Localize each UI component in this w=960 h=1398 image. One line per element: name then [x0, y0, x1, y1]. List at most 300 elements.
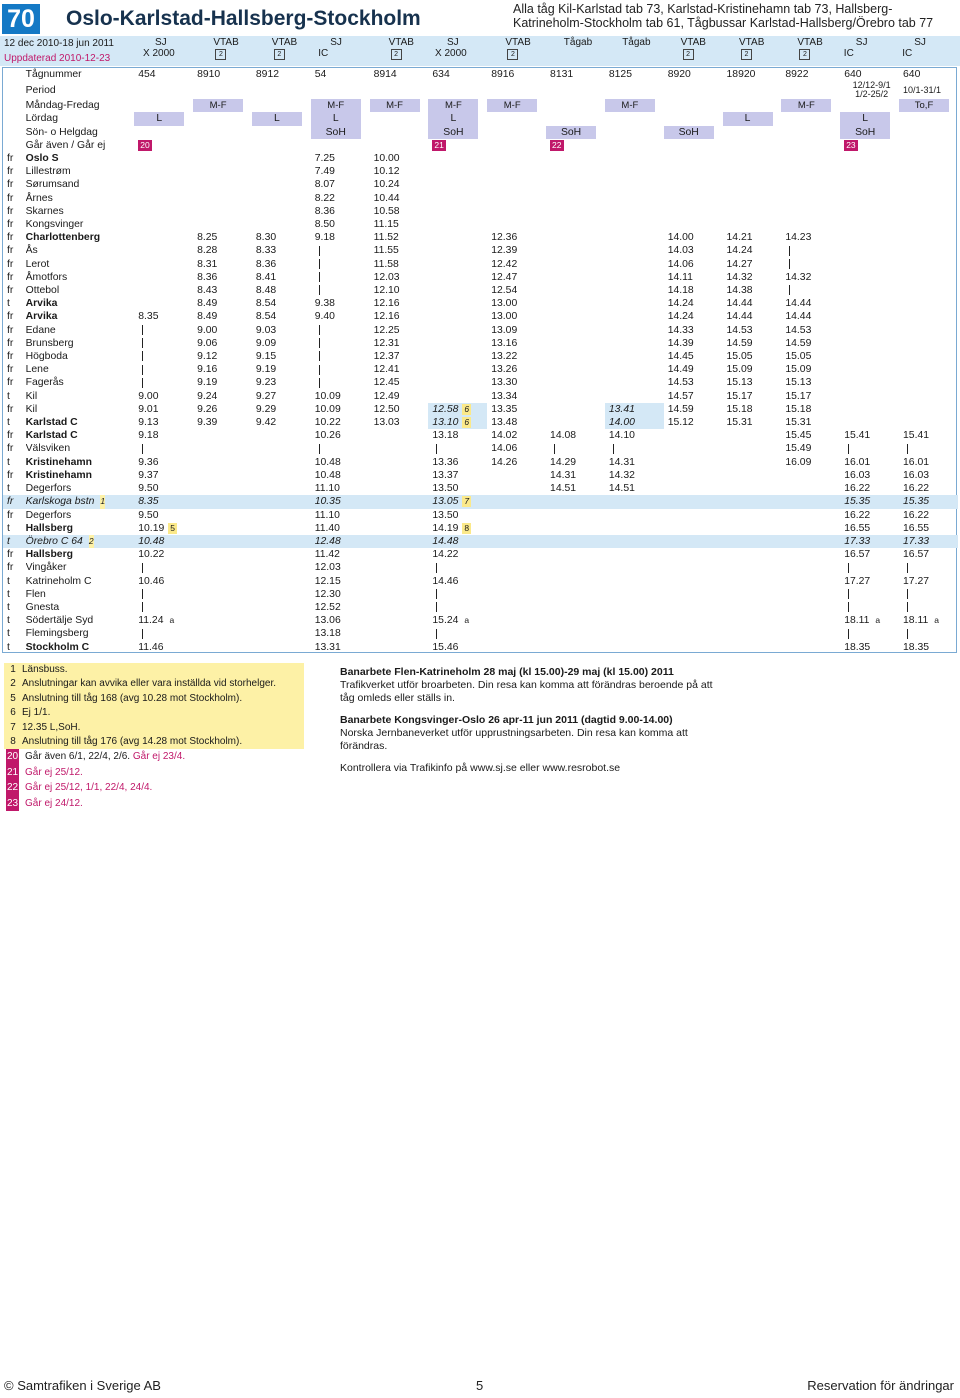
time-cell [428, 376, 487, 389]
header-cell [664, 112, 723, 125]
time-cell: 14.02 [491, 430, 518, 442]
time-cell: 14.23 [785, 232, 812, 244]
footnote [4, 706, 304, 720]
notice-kong-text: Norska Jernbaneverket utför upprustningsarbeten. Din resa kan komma att förändras. [340, 727, 688, 752]
time-cell [252, 522, 311, 535]
station-name: Hallsberg [25, 522, 73, 534]
time-cell: 15.17 [785, 390, 812, 402]
time-cell: 14.45 [667, 351, 694, 363]
time-cell: 14.11 [667, 271, 693, 283]
time-cell [252, 535, 311, 548]
time-cell [723, 614, 782, 627]
table-number: 70 [2, 4, 40, 34]
time-cell [723, 588, 782, 601]
header-cell [370, 99, 429, 112]
time-cell: 9.42 [255, 417, 277, 429]
weekday-tag: To,F [899, 99, 949, 112]
station-row [3, 376, 958, 389]
time-cell: 9.26 [197, 403, 218, 415]
time-cell [840, 324, 899, 337]
header-cell [605, 126, 664, 139]
time-cell: 10.09 [314, 390, 341, 402]
time-cell [311, 258, 370, 271]
pass-through [319, 259, 320, 269]
time-cell [134, 561, 193, 574]
time-cell: 11.52 [373, 232, 399, 244]
weekday-tag: M-F [781, 99, 831, 112]
time-cell: 13.05 7 [428, 495, 487, 508]
time-cell: 13.22 [491, 351, 518, 363]
time-cell [370, 627, 429, 640]
time-cell [546, 297, 605, 310]
station-name: Ottebol [25, 285, 60, 297]
station-row [3, 231, 958, 244]
time-cell: 7.25 [314, 153, 335, 165]
header-cell [781, 139, 840, 152]
time-cell [899, 376, 958, 389]
header-cell: 8131 [550, 69, 574, 80]
time-cell [134, 442, 193, 455]
time-cell: 10.19 5 [138, 522, 175, 534]
time-cell: 15.35 [899, 495, 958, 508]
time-cell: 11.42 [314, 549, 340, 561]
station-code: fr [7, 509, 14, 521]
time-cell: 11.10 [314, 509, 340, 521]
time-cell: 14.51 [608, 483, 635, 495]
time-cell: 9.01 [138, 403, 159, 415]
time-cell: 14.03 [667, 245, 694, 257]
header-cell [781, 126, 840, 139]
time-cell: 14.48 [428, 535, 487, 548]
time-cell [899, 284, 958, 297]
time-cell [899, 271, 958, 284]
header-row [3, 126, 958, 139]
time-cell: 16.22 [903, 483, 930, 495]
time-cell [428, 310, 487, 323]
time-cell [664, 205, 723, 218]
footnote-number: 1 [10, 664, 16, 675]
time-cell [193, 165, 252, 178]
time-cell: 15.09 [726, 364, 753, 376]
station-code: fr [7, 443, 14, 455]
time-cell [546, 324, 605, 337]
time-cell: 8.35 [134, 495, 193, 508]
date-note-text: Går ej 25/12, 1/1, 22/4, 24/4. [25, 782, 153, 794]
time-cell: 12.16 [373, 311, 400, 323]
time-cell: 15.31 [726, 417, 753, 429]
time-cell [840, 442, 899, 455]
time-cell: 14.44 [785, 311, 812, 323]
time-cell [193, 588, 252, 601]
time-cell [840, 310, 899, 323]
time-cell [899, 178, 958, 191]
station-row [3, 271, 958, 284]
row-code [3, 126, 26, 139]
time-cell [428, 218, 487, 231]
time-cell: 16.03 [903, 469, 930, 481]
station-name: Kil [25, 390, 38, 402]
station-name: Karlstad C [25, 430, 78, 442]
time-cell [370, 456, 429, 469]
station-code: t [7, 601, 10, 613]
time-cell: 15.17 [726, 390, 753, 402]
time-cell: 9.00 [138, 390, 159, 402]
time-cell [134, 231, 193, 244]
row-label: Period [25, 84, 56, 96]
time-cell [605, 231, 664, 244]
time-cell [723, 178, 782, 191]
station-code: t [3, 535, 26, 548]
station-name: Arvika [25, 298, 58, 310]
time-cell: 16.01 [903, 456, 930, 468]
period-cell [134, 81, 193, 99]
header-cell: 8922 [785, 69, 809, 80]
time-cell: 10.58 [373, 205, 400, 217]
period-cell [428, 81, 487, 99]
pass-through [848, 629, 849, 639]
time-cell [546, 165, 605, 178]
pass-through [319, 365, 320, 375]
time-cell [370, 482, 429, 495]
header-cell [487, 99, 546, 112]
time-cell [428, 205, 487, 218]
time-cell: 8.50 [314, 219, 335, 231]
time-cell [899, 165, 958, 178]
header-cell [840, 99, 899, 112]
station-name: Katrineholm C [25, 575, 92, 587]
operator-label: VTAB [505, 37, 531, 48]
time-cell [311, 244, 370, 257]
time-cell [193, 522, 252, 535]
time-cell: 15.05 [726, 351, 753, 363]
header-cell [840, 126, 899, 139]
station-code: fr [7, 153, 14, 165]
time-cell [252, 429, 311, 442]
header-cell [311, 99, 370, 112]
time-cell [605, 337, 664, 350]
time-cell [546, 601, 605, 614]
station-row [3, 258, 958, 271]
time-cell [605, 561, 664, 574]
time-cell [840, 403, 899, 416]
header-cell [370, 126, 429, 139]
time-cell [134, 258, 193, 271]
row-label: Tågnummer [25, 69, 82, 80]
time-cell [723, 601, 782, 614]
time-cell [428, 601, 487, 614]
operator-label: Tågab [622, 37, 651, 48]
header-cell [134, 99, 193, 112]
time-cell: 9.19 [255, 364, 277, 376]
time-cell: 11.40 [314, 522, 340, 534]
period-cell [546, 81, 605, 99]
station-name: Ås [25, 245, 38, 257]
time-cell [546, 244, 605, 257]
time-cell: 18.35 [903, 641, 930, 653]
time-cell [252, 192, 311, 205]
time-cell: 16.57 [844, 549, 871, 561]
row-code [3, 112, 26, 125]
footnote-ref: a [875, 615, 881, 626]
time-cell: 8.28 [197, 245, 218, 257]
time-cell [605, 548, 664, 561]
time-cell [605, 258, 664, 271]
time-cell: 9.09 [255, 337, 277, 349]
time-cell [605, 363, 664, 376]
time-cell: 8.43 [197, 285, 218, 297]
header-cell [664, 99, 723, 112]
station-code: fr [7, 351, 14, 363]
station-name: Flen [25, 588, 46, 600]
header-cell [546, 126, 605, 139]
time-cell: 18.11 a [903, 615, 939, 627]
time-cell [781, 495, 840, 508]
header-cell: 640 [844, 69, 862, 80]
time-cell [664, 561, 723, 574]
time-cell [487, 561, 546, 574]
sunday-tag: SoH [664, 126, 714, 139]
time-cell [311, 350, 370, 363]
time-cell [252, 178, 311, 191]
time-cell [546, 310, 605, 323]
station-name: Lerot [25, 258, 50, 270]
time-cell [252, 218, 311, 231]
time-cell [134, 324, 193, 337]
header-cell [428, 139, 487, 152]
time-cell: 15.46 [432, 641, 459, 653]
time-cell: 14.38 [726, 285, 753, 297]
station-name: Åmotfors [25, 271, 68, 283]
weekday-tag: M-F [370, 99, 420, 112]
header-cell [252, 99, 311, 112]
time-cell [781, 627, 840, 640]
time-cell [134, 588, 193, 601]
time-cell: 13.00 [491, 298, 518, 310]
time-cell [781, 244, 840, 257]
time-cell [193, 575, 252, 588]
time-cell: 10.26 [314, 430, 341, 442]
header-cell [899, 99, 958, 112]
time-cell: 11.10 [314, 483, 340, 495]
time-cell: 12.36 [491, 232, 518, 244]
time-cell [840, 258, 899, 271]
header-cell: 8920 [667, 69, 691, 80]
pass-through [319, 378, 320, 388]
station-row [3, 495, 958, 508]
time-cell: 12.15 [314, 575, 341, 587]
time-cell [664, 442, 723, 455]
sunday-tag: SoH [840, 126, 890, 139]
pass-through [789, 246, 790, 256]
footnote-ref: 2 [89, 535, 94, 548]
time-cell [546, 192, 605, 205]
time-cell [840, 297, 899, 310]
station-code: fr [7, 166, 14, 178]
time-cell [428, 178, 487, 191]
footnote-number: 2 [10, 678, 16, 690]
footnote-ref: a [169, 615, 175, 626]
saturday-tag: L [252, 112, 302, 125]
time-cell [605, 178, 664, 191]
train-type: 2 [741, 48, 752, 60]
station-code: fr [7, 324, 14, 336]
time-cell: 9.03 [255, 324, 277, 336]
time-cell: 14.27 [726, 258, 753, 270]
time-cell [546, 548, 605, 561]
time-cell [370, 588, 429, 601]
period-cell [664, 81, 723, 99]
date-note-tag: 21 [434, 139, 444, 150]
time-cell [840, 271, 899, 284]
weekday-tag: M-F [487, 99, 537, 112]
station-row [3, 429, 958, 442]
pass-through [789, 285, 790, 295]
time-cell [899, 588, 958, 601]
time-cell: 8.41 [255, 271, 277, 283]
timetable [3, 68, 958, 654]
footnote-ref: a [464, 615, 470, 626]
time-cell: 16.22 [844, 483, 871, 495]
time-cell: 16.09 [785, 456, 812, 468]
time-cell: 14.33 [667, 324, 694, 336]
footnote-ref: 5 [170, 522, 175, 533]
pass-through [142, 589, 143, 599]
operator-label: VTAB [680, 37, 706, 48]
pass-through [907, 444, 908, 454]
station-name: Kil [25, 403, 38, 415]
time-cell: 9.24 [197, 390, 218, 402]
header-cell [605, 99, 664, 112]
time-cell [781, 601, 840, 614]
time-cell: 14.31 [550, 469, 577, 481]
station-row [3, 218, 958, 231]
time-cell: 9.27 [255, 390, 277, 402]
station-name: Karlskoga bstn 1 [26, 495, 135, 508]
period-cell [723, 81, 782, 99]
time-cell: 12.50 [373, 403, 400, 415]
time-cell: 11.58 [373, 258, 399, 270]
time-cell: 15.31 [785, 417, 812, 429]
period-row [3, 81, 958, 99]
station-name: Degerfors [25, 483, 72, 495]
time-cell: 13.31 [314, 641, 341, 653]
time-cell: 16.01 [844, 456, 871, 468]
pass-through [142, 325, 143, 335]
time-cell: 8.35 [138, 311, 159, 323]
time-cell [605, 192, 664, 205]
pass-through [848, 602, 849, 612]
time-cell [781, 614, 840, 627]
footnote-ref: 7 [464, 496, 470, 507]
time-cell: 9.38 [314, 298, 335, 310]
header-cell [370, 139, 429, 152]
date-note-text: Går ej 24/12. [25, 797, 83, 809]
time-cell: 12.54 [491, 285, 518, 297]
time-cell [311, 271, 370, 284]
time-cell [781, 548, 840, 561]
time-cell [311, 337, 370, 350]
time-cell [664, 522, 723, 535]
time-cell [370, 535, 429, 548]
time-cell [546, 363, 605, 376]
pass-through [848, 563, 849, 573]
time-cell [840, 284, 899, 297]
header-row [3, 139, 958, 152]
time-cell: 10.00 [373, 153, 400, 165]
operator-label: SJ [155, 37, 167, 48]
saturday-tag: L [311, 112, 361, 125]
time-cell: 15.05 [785, 351, 812, 363]
operator-label: VTAB [797, 37, 823, 48]
station-code: fr [7, 430, 14, 442]
station-name: Högboda [25, 351, 68, 363]
time-cell: 14.31 [608, 456, 635, 468]
time-cell: 14.57 [667, 390, 694, 402]
time-cell [781, 218, 840, 231]
station-code: fr [7, 285, 14, 297]
time-cell [723, 456, 782, 469]
period-cell [193, 81, 252, 99]
time-cell: 9.37 [138, 469, 159, 481]
time-cell [546, 575, 605, 588]
time-cell [664, 152, 723, 165]
time-cell [899, 297, 958, 310]
time-cell: 14.32 [726, 271, 753, 283]
time-cell: 12.41 [373, 364, 400, 376]
time-cell: 15.18 [785, 403, 812, 415]
time-cell [252, 575, 311, 588]
header-cell [134, 139, 193, 152]
time-cell [428, 244, 487, 257]
time-cell: 14.24 [726, 245, 753, 257]
time-cell [134, 152, 193, 165]
time-cell [428, 363, 487, 376]
time-cell: 12.52 [314, 601, 341, 613]
station-name: Karlstad C [25, 417, 78, 429]
header-cell [428, 126, 487, 139]
time-cell [370, 561, 429, 574]
time-cell [605, 641, 664, 654]
train-type: IC [902, 48, 913, 59]
time-cell [546, 641, 605, 654]
time-cell: 10.44 [373, 192, 400, 204]
footnotes [4, 663, 304, 811]
time-cell: 12.03 [314, 562, 341, 574]
time-cell [546, 271, 605, 284]
notice-flen-title: Banarbete Flen-Katrineholm 28 maj (kl 15.00)-29 maj (kl 15.00) 2011 [340, 666, 674, 678]
time-cell: 12.31 [373, 337, 400, 349]
time-cell [899, 324, 958, 337]
station-name: Arvika [25, 311, 58, 323]
time-cell [193, 641, 252, 654]
header-cell: 8125 [608, 69, 632, 80]
time-cell: 14.00 [667, 232, 694, 244]
header-cell [252, 112, 311, 125]
time-cell: 8.31 [197, 258, 218, 270]
footnote-text: Anslutning till tåg 176 (avg 14.28 mot Stockholm). [22, 736, 243, 748]
operator-label: SJ [330, 37, 342, 48]
route-title: Oslo-Karlstad-Hallsberg-Stockholm [66, 7, 421, 30]
time-cell [252, 509, 311, 522]
station-row [3, 192, 958, 205]
station-row [3, 244, 958, 257]
time-cell [370, 522, 429, 535]
time-cell [781, 284, 840, 297]
station-code: fr [7, 403, 14, 415]
pass-through [789, 259, 790, 269]
date-note-tag: 23 [846, 139, 856, 150]
time-cell: 15.41 [844, 430, 871, 442]
